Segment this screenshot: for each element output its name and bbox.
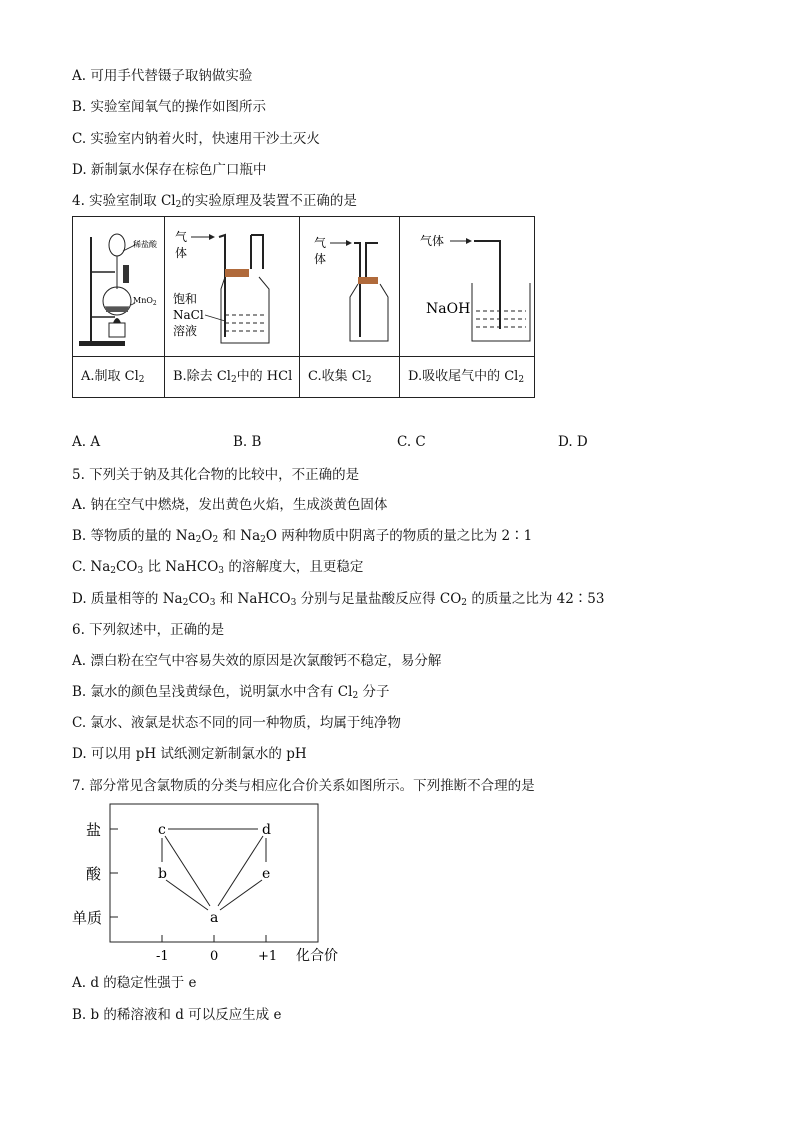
q3-option-c: C. 实验室内钠着火时，快速用干沙土灭火 — [72, 131, 320, 147]
x-axis-label: 化合价 — [296, 948, 338, 964]
naoh-label: NaOH — [426, 301, 471, 317]
q7-option-b: B. b 的稀溶液和 d 可以反应生成 e — [72, 1007, 282, 1023]
point-b: b — [158, 866, 167, 882]
point-a: a — [210, 910, 219, 926]
dilute-hcl-label: 稀盐酸 — [133, 240, 157, 249]
washing-bottle-diagram — [165, 217, 299, 352]
mno2-label: MnO$_2$ — [133, 296, 157, 307]
q6-option-b: B. 氯水的颜色呈浅黄绿色，说明氯水中含有 $Cl_2$ 分子 — [72, 684, 390, 701]
q3-option-b: B. 实验室闻氧气的操作如图所示 — [72, 99, 267, 115]
svg-text:体: 体 — [314, 252, 327, 266]
q4-answer-c: C. C — [397, 434, 426, 450]
q6-stem: 6. 下列叙述中，正确的是 — [72, 622, 225, 638]
x-tick-pos1: +1 — [258, 949, 278, 964]
caption-c: C.收集 $Cl_2$ — [300, 357, 400, 398]
q3-option-d: D. 新制氯水保存在棕色广口瓶中 — [72, 162, 267, 178]
caption-d: D.吸收尾气中的 $Cl_2$ — [400, 357, 535, 398]
point-d: d — [262, 822, 271, 838]
svg-text:气: 气 — [314, 236, 327, 250]
x-tick-neg1: -1 — [156, 949, 169, 964]
x-tick-0: 0 — [210, 949, 219, 964]
point-e: e — [262, 866, 271, 882]
q7-stem: 7. 部分常见含氯物质的分类与相应化合价关系如图所示。下列推断不合理的是 — [72, 778, 535, 794]
q5-option-c: C. $Na_2CO_3$ 比 NaHCO$_3$ 的溶解度大，且更稳定 — [72, 559, 364, 576]
diagram-d-cell — [400, 217, 535, 357]
diagram-b-cell — [165, 217, 300, 357]
svg-text:体: 体 — [175, 246, 188, 260]
absorption-beaker-diagram — [400, 217, 534, 352]
q5-option-a: A. 钠在空气中燃烧，发出黄色火焰，生成淡黄色固体 — [72, 497, 388, 513]
q5-option-b: B. 等物质的量的 $Na_2O_2$ 和 $Na_2O$ 两种物质中阴离子的物质的量之比为 2∶1 — [72, 528, 533, 545]
apparatus-table — [72, 216, 535, 398]
q4-answer-options — [72, 434, 592, 452]
q5-option-d: D. 质量相等的 $Na_2CO_3$ 和 NaHCO$_3$ 分别与足量盐酸反应得 $CO_2$ 的质量之比为 42∶53 — [72, 591, 605, 608]
caption-b: B.除去 $Cl_2$中的 HCl — [165, 357, 300, 398]
point-c: c — [158, 822, 166, 838]
diagram-a-cell — [73, 217, 165, 357]
svg-text:溶液: 溶液 — [173, 324, 198, 338]
valence-category-graph — [72, 800, 362, 970]
y-label-salt: 盐 — [86, 821, 102, 839]
svg-text:气体: 气体 — [420, 234, 445, 248]
q5-stem: 5. 下列关于钠及其化合物的比较中，不正确的是 — [72, 467, 360, 483]
q4-answer-b: B. B — [233, 434, 262, 450]
q4-stem: 4. 实验室制取 $Cl_2$的实验原理及装置不正确的是 — [72, 193, 357, 210]
q6-option-c: C. 氯水、液氯是状态不同的同一种物质，均属于纯净物 — [72, 715, 401, 731]
q7-option-a: A. d 的稳定性强于 e — [72, 975, 197, 991]
svg-text:气: 气 — [175, 230, 188, 244]
diagram-c-cell — [300, 217, 400, 357]
q4-answer-a: A. A — [72, 434, 101, 450]
y-label-acid: 酸 — [86, 865, 102, 883]
caption-a: A.制取 $Cl_2$ — [73, 357, 165, 398]
q3-option-a: A. 可用手代替镊子取钠做实验 — [72, 68, 253, 84]
svg-text:饱和: 饱和 — [173, 292, 198, 306]
q4-answer-d: D. D — [558, 434, 588, 450]
svg-text:NaCl: NaCl — [173, 308, 204, 322]
q6-option-a: A. 漂白粉在空气中容易失效的原因是次氯酸钙不稳定，易分解 — [72, 653, 442, 669]
collection-bottle-diagram — [300, 217, 399, 352]
q6-option-d: D. 可以用 pH 试纸测定新制氯水的 pH — [72, 746, 307, 762]
y-label-element: 单质 — [72, 909, 103, 927]
generator-apparatus-diagram — [73, 217, 164, 352]
